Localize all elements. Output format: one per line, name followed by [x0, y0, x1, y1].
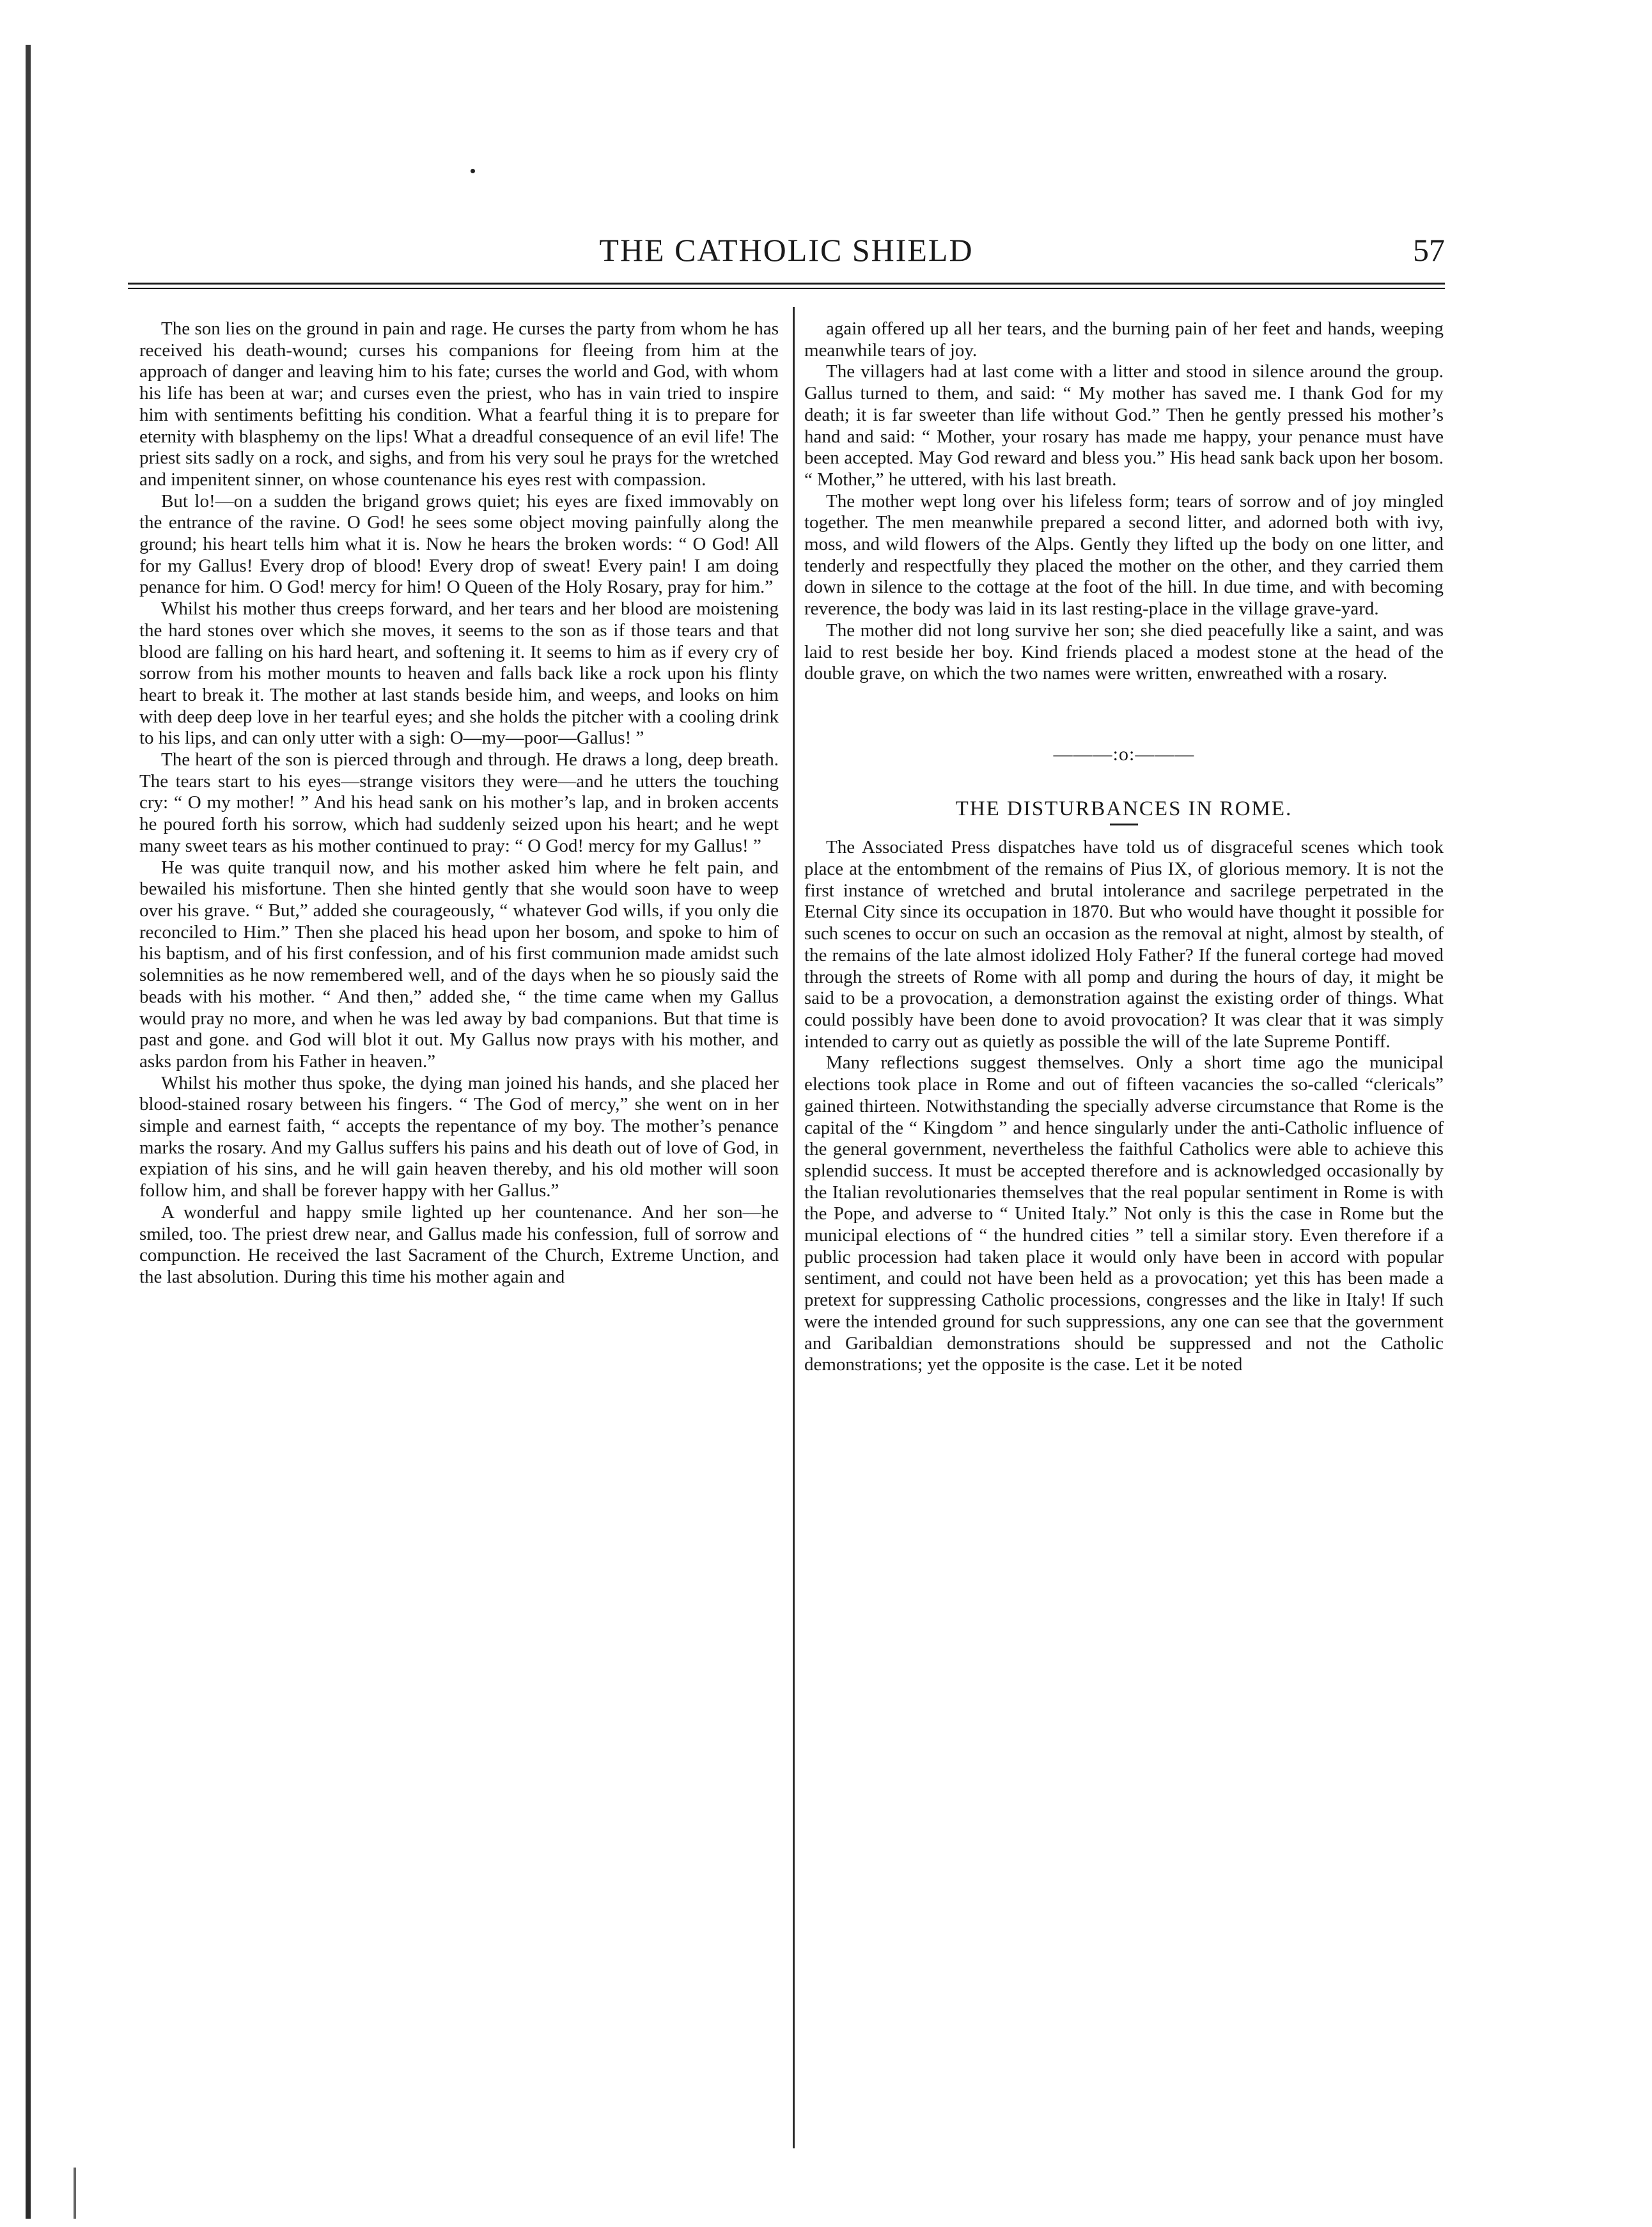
paragraph: He was quite tranquil now, and his mother asked him where he felt pain, and bewailed his misfortune. Then she hinted gently that she would soon have to weep over his grave. “ But,” added she courageously, “ whatever God wills, if you only die reconciled to Him.” Then she placed his head upon her bosom, and spoke to him of his baptism, and of his first confession, and of his first communion made amidst such solemnities as he now remembered well, and of the days when he so piously said the beads with his mother. “ And then,” added she, “ the time came when my Gallus would pray no more, and when he was led away by bad companions. But that time is past and gone. and God will blot it out. My Gallus now prays with his mother, and asks pardon from his Father in heaven.” — [139, 857, 779, 1072]
paragraph: The mother did not long survive her son; she died peacefully like a saint, and was laid to rest beside her boy. Kind friends placed a modest stone at the head of the double grave, on which the two names were written, enwreathed with a rosary. — [804, 620, 1444, 684]
section-heading: THE DISTURBANCES IN ROME. — [955, 797, 1293, 820]
paragraph: The son lies on the ground in pain and rage. He curses the party from whom he has received his death-wound; curses his companions for fleeing from him at the approach of danger and leaving him to his fate; curses the world and God, with whom his life has been at war; and curses even the priest, who has in vain tried to inspire him with sentiments befitting his condition. What a fearful thing it is to prepare for eternity with blasphemy on the lips! What a dreadful consequence of an evil life! The priest sits sadly on a rock, and sighs, and from his very soul he prays for the wretched and impenitent sinner, on whose countenance his eyes rest with compassion. — [139, 318, 779, 490]
right-column — [804, 318, 1444, 1376]
running-title: THE CATHOLIC SHIELD — [599, 232, 974, 268]
paragraph: But lo!—on a sudden the brigand grows quiet; his eyes are fixed immovably on the entrance of the ravine. O God! he sees some object moving painfully along the ground; his heart tells him what it is. Now he hears the broken words: “ O God! All for my Gallus! Every drop of blood! Every drop of sweat! Every pain! I am doing penance for him. O God! mercy for him! O Queen of the Holy Rosary, pray for him.” — [139, 490, 779, 598]
paragraph: again offered up all her tears, and the burning pain of her feet and hands, weeping meanwhile tears of joy. — [804, 318, 1444, 361]
scan-mark — [74, 2168, 76, 2219]
ink-speck — [471, 169, 475, 173]
page-header — [128, 224, 1445, 294]
paragraph: The villagers had at last come with a litter and stood in silence around the group. Gallus turned to them, and said: “ My mother has saved me. I thank God for my death; it is far sweeter than life without God.” Then he gently pressed his mother’s hand and said: “ Mother, your rosary has made me happy, your penance must have been accepted. May God reward and bless you.” His head sank back upon her bosom. “ Mother,” he uttered, with his last breath. — [804, 361, 1444, 490]
paragraph: Whilst his mother thus spoke, the dying man joined his hands, and she placed her blood-stained rosary between his fingers. “ The God of mercy,” she went on in her simple and earnest faith, “ accepts the repentance of my boy. The mother’s penance marks the rosary. And my Gallus suffers his pains and his death out of love of God, in expiation of his sins, and he will gain heaven thereby, and his old mother will soon follow him, and shall be forever happy with her Gallus.” — [139, 1072, 779, 1201]
left-column — [139, 318, 779, 1288]
paragraph: Whilst his mother thus creeps forward, and her tears and her blood are moistening the hard stones over which she moves, it seems to the son as if those tears and that blood are falling on his hard heart, and softening it. It seems to him as if every cry of sorrow from his mother mounts to heaven and falls back like a rock upon his flinty heart to break it. The mother at last stands beside him, and weeps, and looks on him with deep deep love in her tearful eyes; and she holds the pitcher with a cooling drink to his lips, and can only utter with a sigh: O—my—poor—Gallus! ” — [139, 598, 779, 749]
paragraph: The heart of the son is pierced through and through. He draws a long, deep breath. The tears start to his eyes—strange visitors they were—and he utters the touching cry: “ O my mother! ” And his head sank on his mother’s lap, and in broken accents he poured forth his sorrow, which had suddenly seized upon his heart; and he wept many sweet tears as his mother continued to pray: “ O God! mercy for my Gallus! ” — [139, 749, 779, 856]
paragraph: The Associated Press dispatches have told us of disgraceful scenes which took place at the entombment of the remains of Pius IX, of glorious memory. It is not the first instance of wretched and brutal intolerance and sacrilege perpetrated in the Eternal City since its occupation in 1870. But who would have thought it possible for such scenes to occur on such an occasion as the removal at night, almost by stealth, of the remains of the late almost idolized Holy Father? If the funeral cortege had moved through the streets of Rome with all pomp and during the hours of day, it might be said to be a provocation, a demonstration against the existing order of things. What could possibly have been done to avoid provocation? It was clear that it was simply intended to carry out as quietly as possible the will of the late Supreme Pontiff. — [804, 837, 1444, 1052]
page-number: 57 — [1413, 232, 1445, 268]
paragraph: Many reflections suggest themselves. Only a short time ago the municipal elections took place in Rome and out of fifteen vacancies the so-called “clericals” gained thirteen. Notwithstanding the specially adverse circumstance that Rome is the capital of the “ Kingdom ” and hence singularly under the anti-Catholic influence of the general government, nevertheless the faithful Catholics were able to achieve this splendid success. It must be accepted therefore and is acknowledged occasionally by the Italian revolutionaries themselves that the real popular sentiment in Rome is with the Pope, and adverse to “ United Italy.” Not only is this the case in Rome but the municipal elections of “ the hundred cities ” tell a similar story. Even therefore if a public procession had taken place it would only have been in accord with popular sentiment, and could not have been held as a provocation; yet this has been made a pretext for suppressing Catholic processions, congresses and the like in Italy! If such were the intended ground for such suppressions, any one can see that the government and Garibaldian demonstrations should be suppressed and not the Catholic demonstrations; yet the opposite is the case. Let it be noted — [804, 1052, 1444, 1375]
heading-dash — [1110, 824, 1138, 825]
header-rule — [128, 283, 1445, 285]
paragraph: A wonderful and happy smile lighted up her countenance. And her son—he smiled, too. The priest drew near, and Gallus made his confession, full of sorrow and compunction. He received the last Sacrament of the Church, Extreme Unction, and the last absolution. During this time his mother again and — [139, 1201, 779, 1287]
paragraph: The mother wept long over his lifeless form; tears of sorrow and of joy mingled together. The men meanwhile prepared a second litter, and adorned both with ivy, moss, and wild flowers of the Alps. Gently they lifted up the body on one litter, and tenderly and respectfully they placed the mother on the other, and they carried them down in silence to the cottage at the foot of the hill. In due time, and with becoming reverence, the body was laid in its last resting-place in the village grave-yard. — [804, 490, 1444, 620]
scan-edge — [26, 45, 31, 2219]
section-ornament: ———:o:——— — [1053, 743, 1195, 765]
column-divider — [793, 307, 795, 2148]
header-rule-thin — [128, 288, 1445, 289]
